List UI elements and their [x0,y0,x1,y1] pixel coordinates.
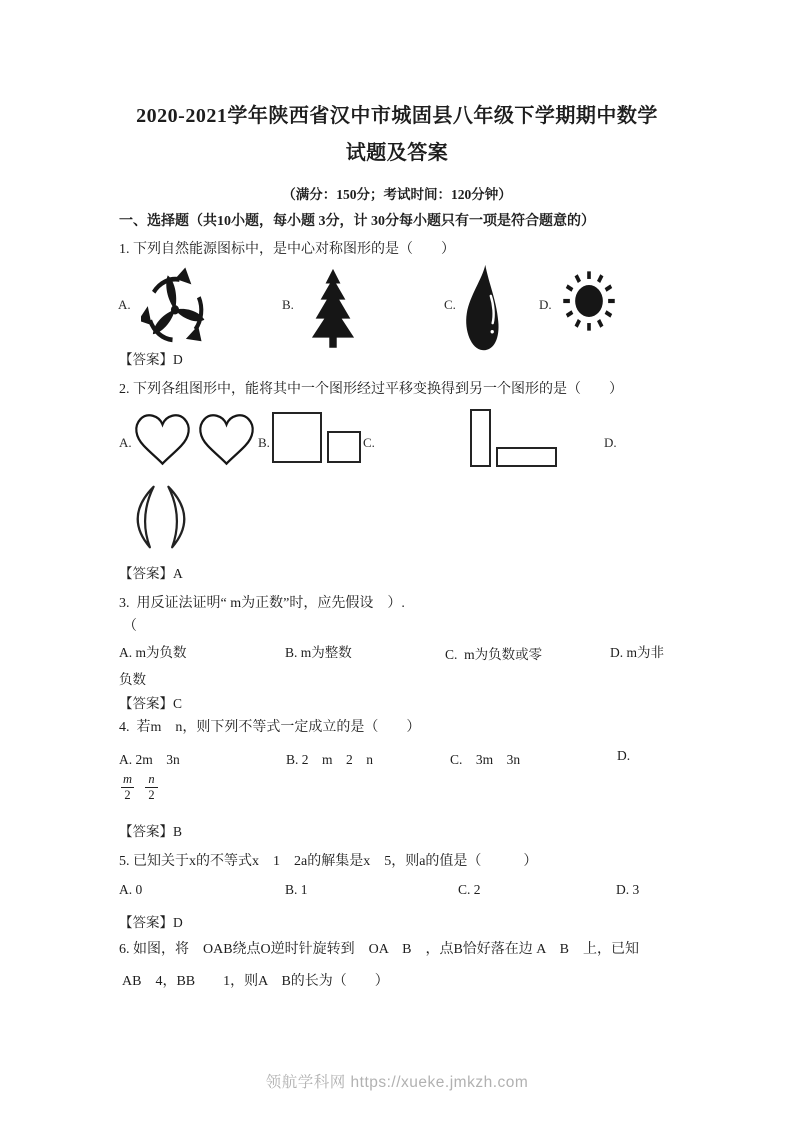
heart-outline-icon [196,412,257,469]
q4-option-a: A. 2m 3n [119,752,180,767]
q4-fraction-n-over-2 [145,773,158,802]
q5-option-b: B. 1 [285,882,308,897]
vertical-rectangle-figure [470,409,491,467]
q2-answer: 【答案】A [119,566,183,581]
q3-option-a: A. m为负数 [119,645,187,660]
fraction-numerator: n [148,772,155,786]
water-drop-icon [464,263,501,355]
question-3-text-line1: 3. 用反证法证明“ m为正数”时，应先假设 ）. [119,596,405,611]
q3-option-b: B. m为整数 [285,645,352,660]
question-4-text: 4. 若m n，则下列不等式一定成立的是（ ） [119,720,421,735]
q1-option-a-label: A. [118,297,131,312]
question-6-text-line1: 6. 如图，将 OAB绕点O逆时针旋转到 OA B ，点B恰好落在边 A B 上，已知 [119,942,639,957]
question-3-text-line2: （ [123,619,137,634]
q2-option-b-label: B. [258,435,270,450]
q4-fraction-m-over-2 [121,773,134,802]
section-header: 一、选择题（共10小题，每小题 3分，计 30分每小题只有一项是符合题意的） [119,214,595,229]
fraction-denominator: 2 [124,788,131,803]
q3-answer: 【答案】C [119,696,183,711]
q3-option-d-wrap: 负数 [119,672,146,687]
q2-option-c-label: C. [363,435,375,450]
pine-tree-icon [302,266,364,350]
q1-answer: 【答案】D [119,352,183,367]
question-6-text-line2: AB 4，BB 1，则A B的长为（ ） [122,974,389,989]
q5-option-a: A. 0 [119,882,143,897]
horizontal-rectangle-figure [496,447,557,467]
q1-option-d-label: D. [539,297,552,312]
page-title-line2: 试题及答案 [345,142,449,164]
large-square-figure [272,412,322,463]
q4-option-b: B. 2 m 2 n [286,752,374,767]
sun-icon [556,263,622,339]
q4-option-c: C. 3m 3n [450,752,521,767]
question-5-text: 5. 已知关于x的不等式x 1 2a的解集是x 5，则a的值是（ ） [119,854,538,869]
q4-answer: 【答案】B [119,824,183,839]
heart-outline-icon [132,412,193,469]
q5-option-d: D. 3 [616,882,640,897]
q5-answer: 【答案】D [119,915,183,930]
q2-option-a-label: A. [119,435,132,450]
q3-option-c: C. m为负数或零 [445,647,543,662]
q1-option-c-label: C. [444,297,456,312]
page-title-line1: 2020-2021学年陕西省汉中市城固县八年级下学期期中数学 [136,105,658,127]
two-crescents-icon [122,483,200,551]
site-watermark-footer: 领航学科网 https://xueke.jmkzh.com [265,1074,529,1091]
fraction-numerator: m [122,772,133,786]
q4-option-d: D. [617,748,631,763]
small-square-figure [327,431,361,463]
q2-option-d-label: D. [604,435,617,450]
wind-turbine-icon [141,265,209,353]
q3-option-d: D. m为非 [610,645,664,660]
exam-score-time-subtitle: （满分：150分；考试时间：120分钟） [282,187,512,202]
question-1-text: 1. 下列自然能源图标中，是中心对称图形的是（ ） [119,242,455,257]
q5-option-c: C. 2 [458,882,481,897]
q1-option-b-label: B. [282,297,294,312]
fraction-denominator: 2 [148,788,155,803]
question-2-text: 2. 下列各组图形中，能将其中一个图形经过平移变换得到另一个图形的是（ ） [119,382,623,397]
